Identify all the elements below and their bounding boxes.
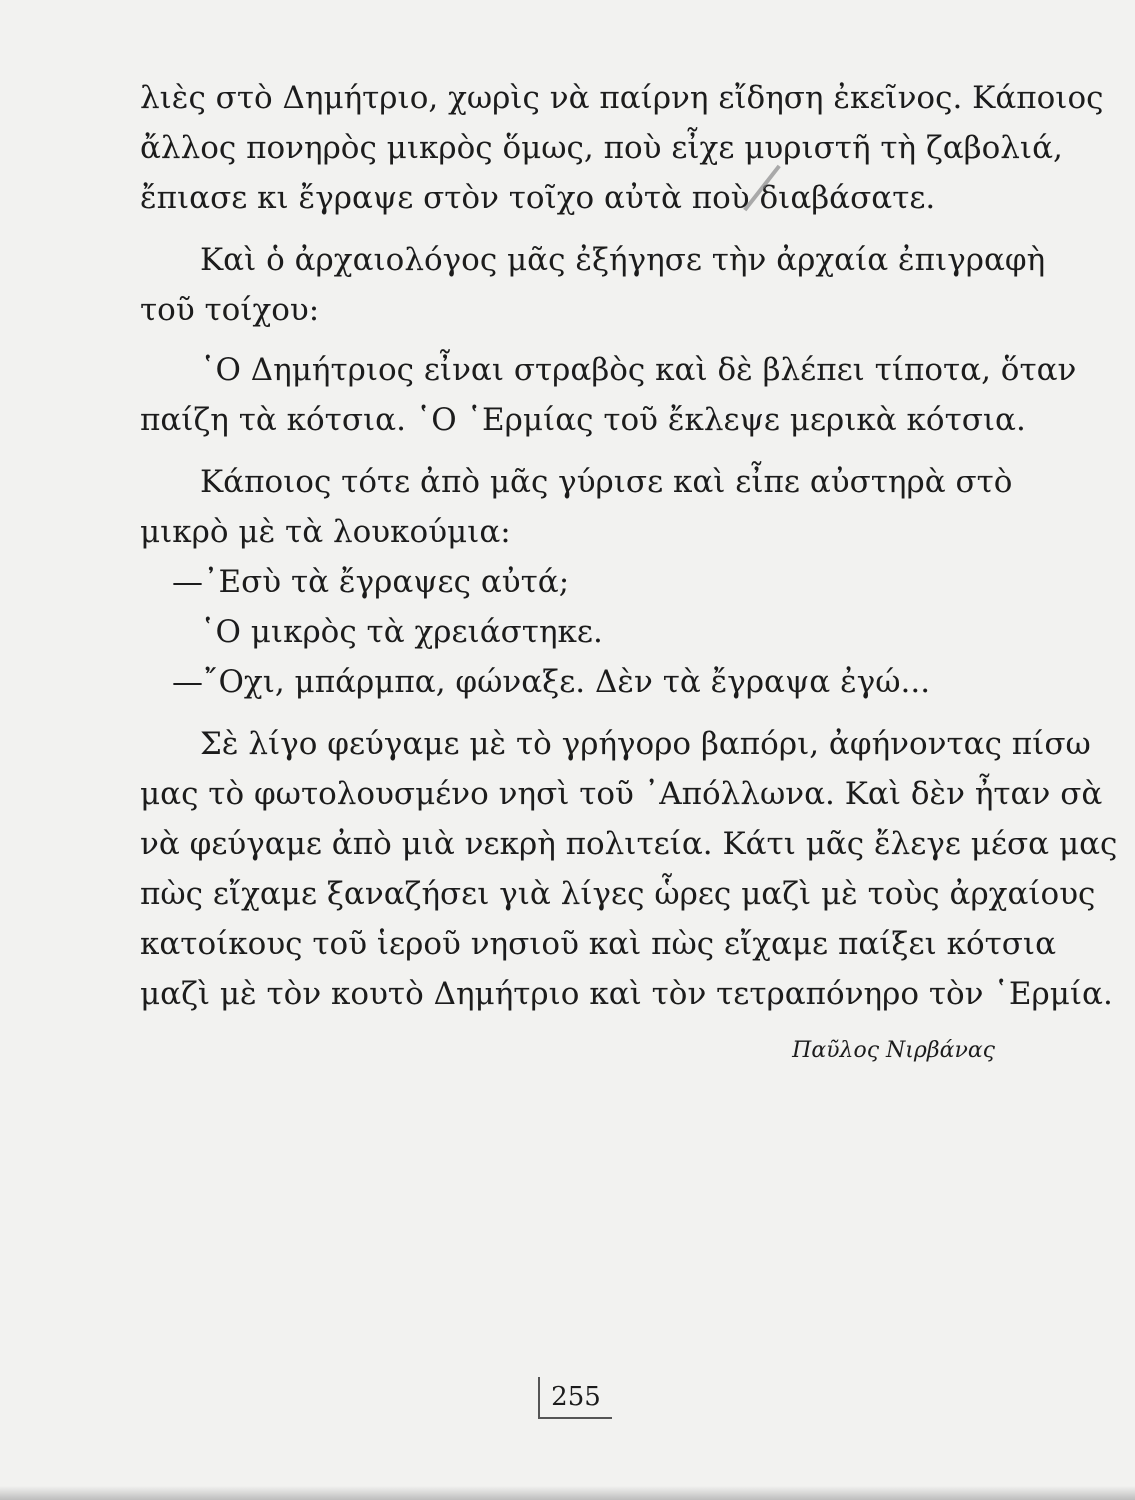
text-line-15: πὼς εἴχαμε ξαναζήσει γιὰ λίγες ὧρες μαζὶ μὲ τοὺς ἀρχαίους	[140, 876, 1096, 912]
dialogue-line-3: —῎Οχι, μπάρμπα, φώναξε. Δὲν τὰ ἔγραψα ἐγώ...	[172, 664, 931, 700]
text-line-8: Κάποιος τότε ἀπὸ μᾶς γύρισε καὶ εἶπε αὐστηρὰ στὸ	[200, 464, 1013, 500]
author-signature: Παῦλος Νιρβάνας	[792, 1038, 995, 1063]
text-line-4: Καὶ ὁ ἀρχαιολόγος μᾶς ἐξήγησε τὴν ἀρχαία ἐπιγραφὴ	[200, 242, 1046, 278]
text-line-9: μικρὸ μὲ τὰ λουκούμια:	[140, 514, 511, 550]
dialogue-line-2: ῾Ο μικρὸς τὰ χρειάστηκε.	[200, 614, 603, 650]
page-number: 255	[538, 1377, 612, 1419]
text-line-6: ῾Ο Δημήτριος εἶναι στραβὸς καὶ δὲ βλέπει τίποτα, ὅταν	[200, 352, 1077, 388]
text-line-14: νὰ φεύγαμε ἀπὸ μιὰ νεκρὴ πολιτεία. Κάτι μᾶς ἔλεγε μέσα μας	[140, 826, 1118, 862]
text-line-2: ἄλλος πονηρὸς μικρὸς ὅμως, ποὺ εἶχε μυριστῆ τὴ ζαβολιά,	[140, 130, 1063, 166]
text-line-16: κατοίκους τοῦ ἱεροῦ νησιοῦ καὶ πὼς εἴχαμε παίξει κότσια	[140, 926, 1057, 962]
text-line-12: Σὲ λίγο φεύγαμε μὲ τὸ γρήγορο βαπόρι, ἀφήνοντας πίσω	[200, 726, 1091, 762]
dialogue-line-1: —᾿Εσὺ τὰ ἔγραψες αὐτά;	[172, 564, 570, 600]
text-line-3: ἔπιασε κι ἔγραψε στὸν τοῖχο αὐτὰ ποὺ διαβάσατε.	[140, 180, 936, 216]
text-line-13: μας τὸ φωτολουσμένο νησὶ τοῦ ᾿Απόλλωνα. Καὶ δὲν ἦταν σὰ	[140, 776, 1103, 812]
text-line-1: λιὲς στὸ Δημήτριο, χωρὶς νὰ παίρνη εἴδηση ἐκεῖνος. Κάποιος	[140, 80, 1104, 116]
page-edge-shadow	[0, 1486, 1135, 1500]
text-line-17: μαζὶ μὲ τὸν κουτὸ Δημήτριο καὶ τὸν τετραπόνηρο τὸν ῾Ερμία.	[140, 976, 1113, 1012]
text-line-7: παίζη τὰ κότσια. ῾Ο ῾Ερμίας τοῦ ἔκλεψε μερικὰ κότσια.	[140, 402, 1026, 438]
text-line-5: τοῦ τοίχου:	[140, 292, 320, 328]
